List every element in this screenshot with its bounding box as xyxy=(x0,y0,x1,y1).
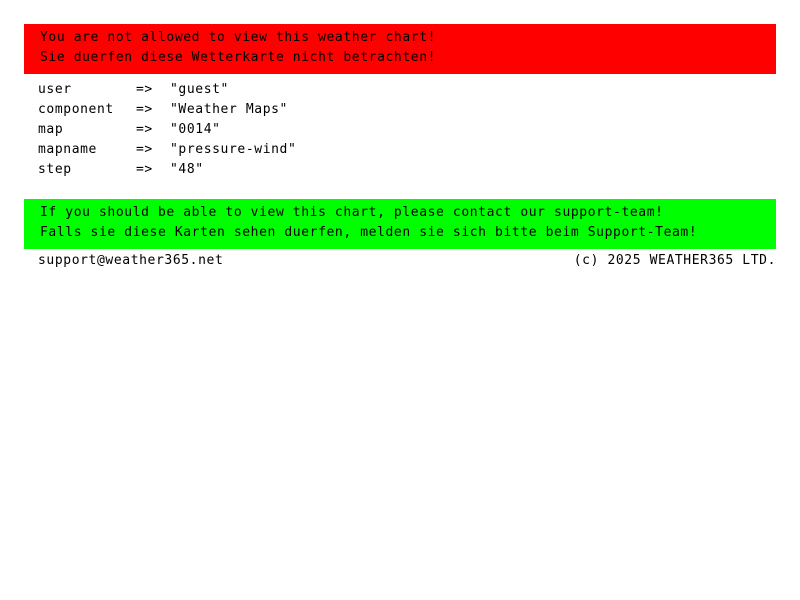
parameter-arrow-icon: => xyxy=(136,102,153,117)
parameter-row xyxy=(38,140,296,160)
parameter-arrow-icon: => xyxy=(136,122,153,137)
parameter-row xyxy=(38,80,296,100)
parameter-arrow-icon: => xyxy=(136,82,153,97)
parameter-value: "Weather Maps" xyxy=(170,102,288,117)
parameter-key: map xyxy=(38,122,64,137)
parameter-value: "0014" xyxy=(170,122,221,137)
support-message-de: Falls sie diese Karten sehen duerfen, melden sie sich bitte beim Support-Team! xyxy=(40,225,698,240)
parameter-arrow-icon: => xyxy=(136,162,153,177)
parameter-value: "pressure-wind" xyxy=(170,142,297,157)
parameter-key: step xyxy=(38,162,72,177)
support-info-banner xyxy=(24,199,776,249)
access-denied-message-de: Sie duerfen diese Wetterkarte nicht betrachten! xyxy=(40,50,437,65)
parameter-key: mapname xyxy=(38,142,97,157)
support-email-link[interactable]: support@weather365.net xyxy=(38,253,224,268)
parameter-value: "guest" xyxy=(170,82,229,97)
parameter-row xyxy=(38,100,296,120)
parameter-value: "48" xyxy=(170,162,204,177)
access-denied-message-en: You are not allowed to view this weather chart! xyxy=(40,30,437,45)
copyright-notice: (c) 2025 WEATHER365 LTD. xyxy=(573,253,776,268)
page-footer xyxy=(38,251,776,271)
request-parameters-list xyxy=(38,80,296,180)
parameter-key: user xyxy=(38,82,72,97)
parameter-row xyxy=(38,160,296,180)
parameter-arrow-icon: => xyxy=(136,142,153,157)
support-message-en: If you should be able to view this chart, please contact our support-team! xyxy=(40,205,664,220)
access-denied-banner xyxy=(24,24,776,74)
parameter-key: component xyxy=(38,102,114,117)
parameter-row xyxy=(38,120,296,140)
